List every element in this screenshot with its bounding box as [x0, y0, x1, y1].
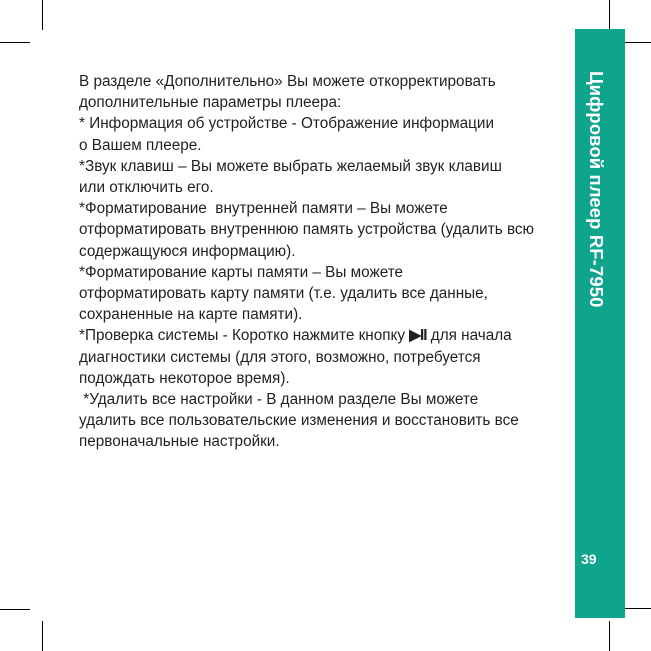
text-line: *Форматирование карты памяти – Вы можете: [79, 263, 404, 281]
text-line: диагностики системы (для этого, возможно, потребуется: [79, 348, 481, 366]
text-line: *Звук клавиш – Вы можете выбрать желаемый звук клавиш: [79, 157, 502, 175]
crop-mark-top-left-horizontal: [0, 42, 30, 43]
text-line: подождать некоторое время).: [79, 369, 290, 387]
text-line: первоначальные настройки.: [79, 433, 280, 451]
body-text: [79, 71, 559, 453]
crop-mark-top-left-vertical: [42, 0, 43, 30]
text-line: дополнительные параметры плеера:: [79, 94, 342, 112]
side-band-title: Цифровой плеер RF-7950: [586, 71, 607, 308]
text-line: удалить все пользовательские изменения и восстановить все: [79, 412, 519, 430]
crop-mark-bottom-right-vertical: [609, 621, 610, 651]
text-segment: *Проверка системы - Коротко нажмите кнопку: [79, 327, 410, 345]
crop-mark-bottom-right-horizontal: [621, 608, 651, 609]
crop-mark-bottom-left-horizontal: [0, 609, 30, 610]
page-number: 39: [581, 551, 597, 567]
play-pause-icon: ▶II: [409, 327, 427, 345]
text-line: *Удалить все настройки - В данном разделе Вы можете: [79, 391, 479, 409]
text-line: отформатировать карту памяти (т.е. удалить все данные,: [79, 285, 488, 303]
text-segment: для начала: [426, 327, 512, 345]
text-line: В разделе «Дополнительно» Вы можете откорректировать: [79, 73, 496, 90]
text-line: или отключить его.: [79, 179, 214, 197]
text-line: *Форматирование внутренней памяти – Вы можете: [79, 200, 448, 218]
text-line: содержащуюся информацию).: [79, 242, 296, 260]
text-line: сохраненные на карте памяти).: [79, 306, 303, 324]
text-line: о Вашем плеере.: [79, 136, 202, 154]
text-line: * Информация об устройстве - Отображение информации: [79, 115, 495, 133]
crop-mark-top-right-vertical: [609, 0, 610, 29]
crop-mark-top-right-horizontal: [621, 42, 651, 43]
text-line: отформатировать внутреннюю память устройства (удалить всю: [79, 221, 535, 239]
text-line-with-icon: [79, 325, 559, 346]
crop-mark-bottom-left-vertical: [42, 621, 43, 651]
